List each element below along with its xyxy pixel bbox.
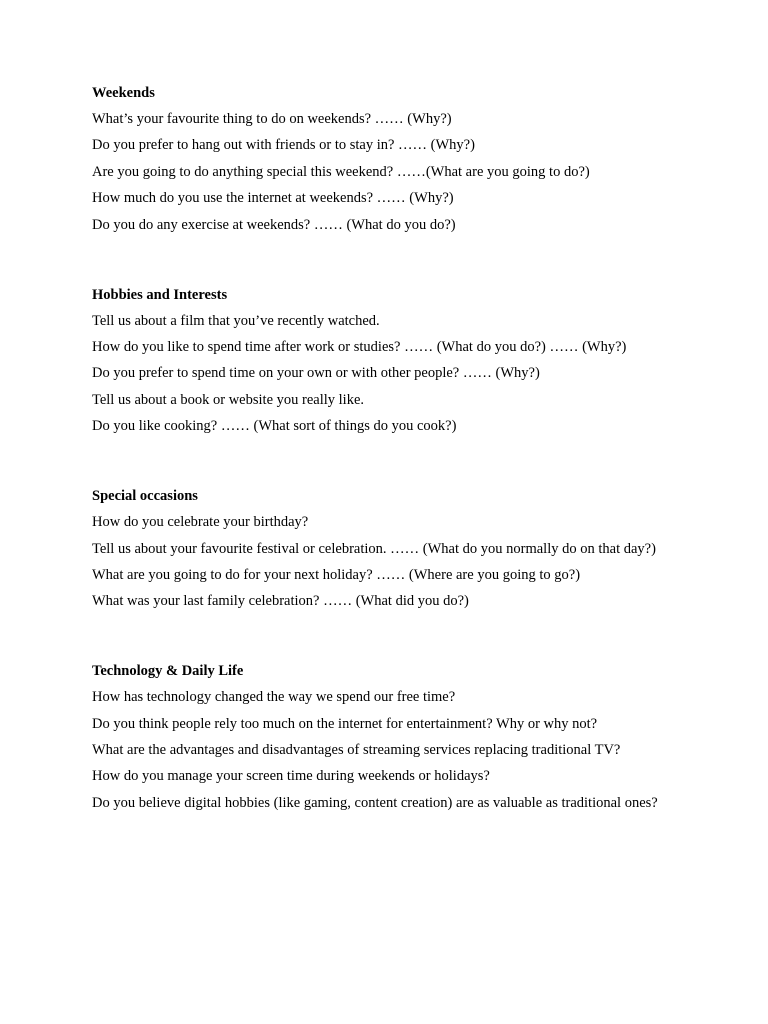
section-technology-daily-life (92, 662, 768, 812)
question-item: Do you prefer to hang out with friends or to stay in? …… (Why?) (92, 137, 475, 154)
section-heading: Hobbies and Interests (92, 286, 228, 303)
question-item: How do you like to spend time after work or studies? …… (What do you do?) …… (Why?) (92, 338, 627, 355)
section-heading: Weekends (92, 85, 155, 101)
question-item: Do you think people rely too much on the internet for entertainment? Why or why not? (92, 715, 598, 732)
question-item: Tell us about a book or website you really like. (92, 391, 365, 408)
question-item: Do you believe digital hobbies (like gaming, content creation) are as valuable as traditional ones? (92, 794, 658, 811)
question-item: What are you going to do for your next holiday? …… (Where are you going to go?) (92, 566, 581, 583)
question-item: Do you prefer to spend time on your own or with other people? …… (Why?) (92, 365, 540, 382)
question-item: How has technology changed the way we spend our free time? (92, 689, 456, 706)
question-item: How much do you use the internet at weekends? …… (Why?) (92, 190, 454, 207)
question-item: Do you like cooking? …… (What sort of things do you cook?) (92, 418, 457, 435)
question-item: What was your last family celebration? …… (What did you do?) (92, 593, 469, 610)
section-heading: Technology & Daily Life (92, 663, 244, 680)
question-item: Are you going to do anything special this weekend? ……(What are you going to do?) (92, 163, 590, 180)
question-item: Do you do any exercise at weekends? …… (What do you do?) (92, 216, 456, 233)
question-item: Tell us about a film that you’ve recently watched. (92, 312, 380, 329)
section-special-occasions (92, 487, 768, 610)
question-list (92, 688, 768, 812)
section-hobbies-and-interests (92, 286, 768, 436)
question-item: How do you manage your screen time during weekends or holidays? (92, 768, 490, 785)
question-item: What are the advantages and disadvantages of streaming services replacing traditional TV? (92, 742, 621, 759)
question-list (92, 312, 768, 436)
question-item: Tell us about your favourite festival or celebration. …… (What do you normally do on that day?) (92, 540, 656, 557)
question-list (92, 513, 768, 610)
question-item: How do you celebrate your birthday? (92, 514, 309, 531)
question-item: What’s your favourite thing to do on weekends? …… (Why?) (92, 111, 452, 127)
question-list (92, 110, 768, 234)
section-weekends (92, 84, 768, 234)
section-heading: Special occasions (92, 488, 198, 505)
